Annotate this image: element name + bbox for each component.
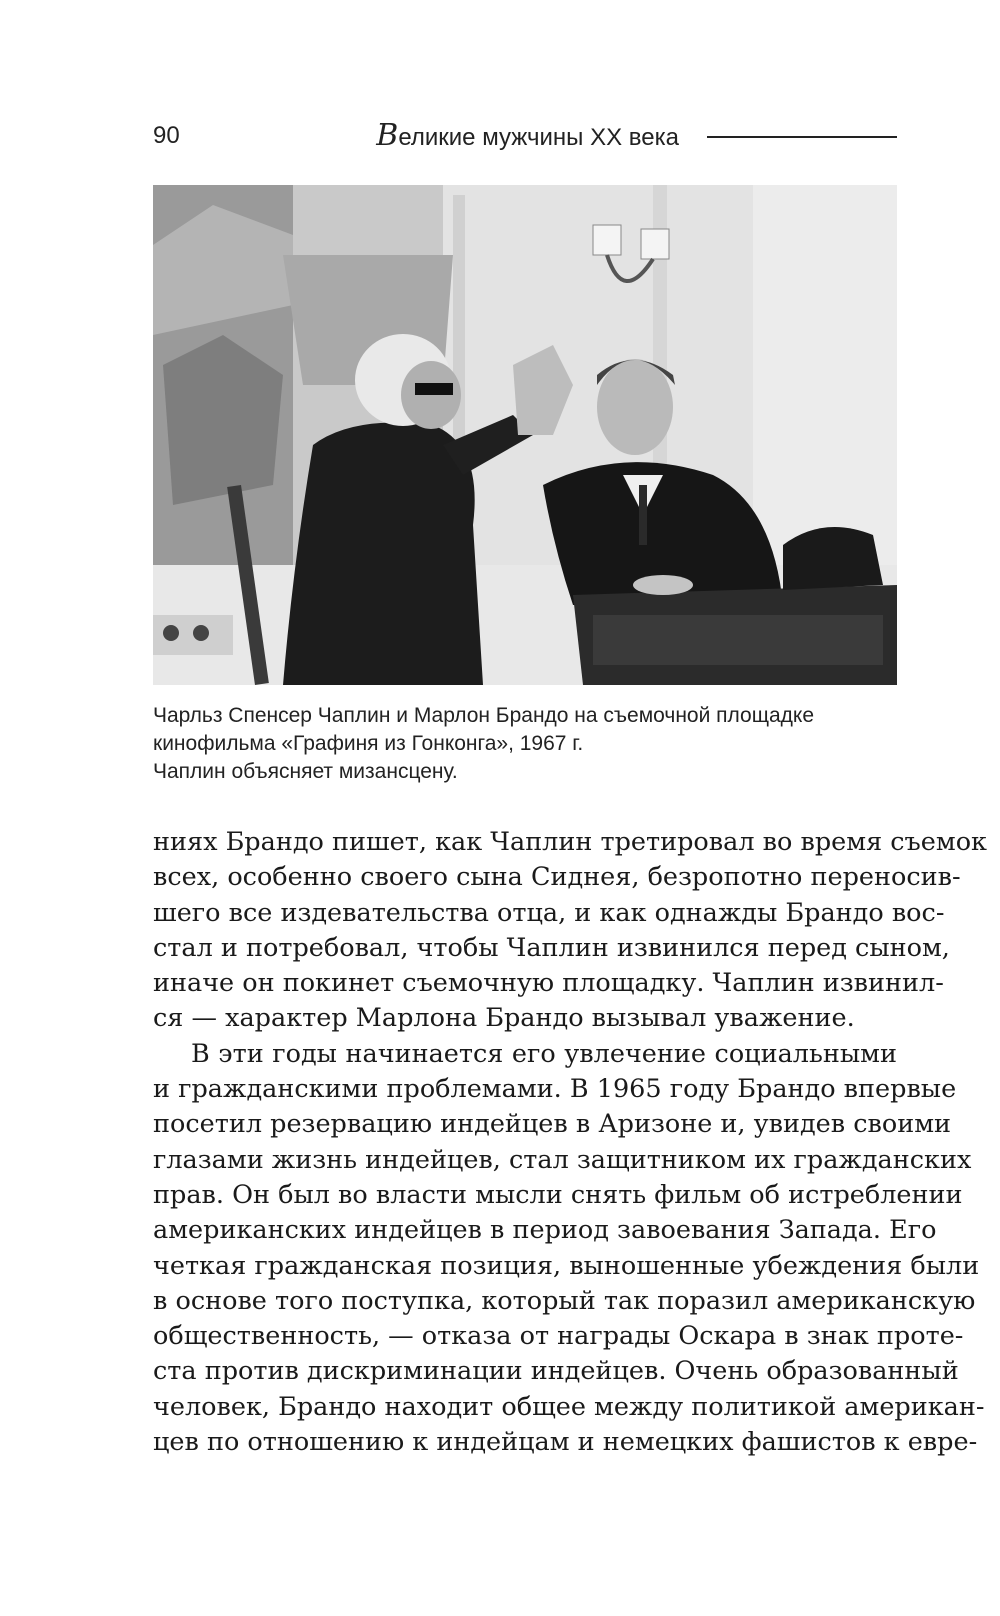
text-line: и гражданскими проблемами. В 1965 году Брандо впервые xyxy=(153,1074,957,1105)
paragraph-2 xyxy=(153,1037,985,1461)
text-line: общественность, — отказа от награды Оскара в знак проте- xyxy=(153,1321,964,1352)
caption-line: Чарльз Спенсер Чаплин и Марлон Брандо на съемочной площадке xyxy=(153,704,815,727)
body-text xyxy=(153,825,987,1460)
text-line: ста против дискриминации индейцев. Очень образованный xyxy=(153,1356,959,1387)
text-line: человек, Брандо находит общее между политикой американ- xyxy=(153,1391,985,1422)
photo-caption xyxy=(153,702,897,786)
text-line: В эти годы начинается его увлечение социальными xyxy=(191,1038,897,1069)
text-line: прав. Он был во власти мысли снять фильм об истреблении xyxy=(153,1179,963,1210)
text-line: иначе он покинет съемочную площадку. Чаплин извинил- xyxy=(153,968,944,999)
caption-line: Чаплин объясняет мизансцену. xyxy=(153,760,458,783)
paragraph-1 xyxy=(153,825,987,1037)
text-line: ся — характер Марлона Брандо вызывал уважение. xyxy=(153,1003,855,1034)
page-number: 90 xyxy=(153,122,180,149)
photograph-icon xyxy=(153,185,897,685)
text-line: цев по отношению к индейцам и немецких фашистов к евре- xyxy=(153,1427,978,1458)
text-line: ниях Брандо пишет, как Чаплин третировал во время съемок xyxy=(153,827,987,857)
running-head xyxy=(153,118,897,158)
text-line: глазами жизнь индейцев, стал защитником их гражданских xyxy=(153,1144,972,1175)
text-line: четкая гражданская позиция, выношенные убеждения были xyxy=(153,1250,980,1281)
photo xyxy=(153,185,897,685)
text-line: в основе того поступка, который так поразил американскую xyxy=(153,1285,976,1316)
caption-line: кинофильма «Графиня из Гонконга», 1967 г. xyxy=(153,732,584,755)
title-rule xyxy=(707,136,897,138)
book-title xyxy=(376,118,679,153)
book-title-rest: еликие мужчины XX века xyxy=(398,124,679,151)
text-line: стал и потребовал, чтобы Чаплин извинился перед сыном, xyxy=(153,932,950,963)
text-line: шего все издевательства отца, и как однажды Брандо вос- xyxy=(153,897,945,928)
text-line: всех, особенно своего сына Сиднея, безропотно переносив- xyxy=(153,862,961,893)
text-line: посетил резервацию индейцев в Аризоне и, увидев своими xyxy=(153,1109,952,1140)
book-title-initial: В xyxy=(376,118,399,153)
text-line: американских индейцев в период завоевания Запада. Его xyxy=(153,1215,937,1246)
